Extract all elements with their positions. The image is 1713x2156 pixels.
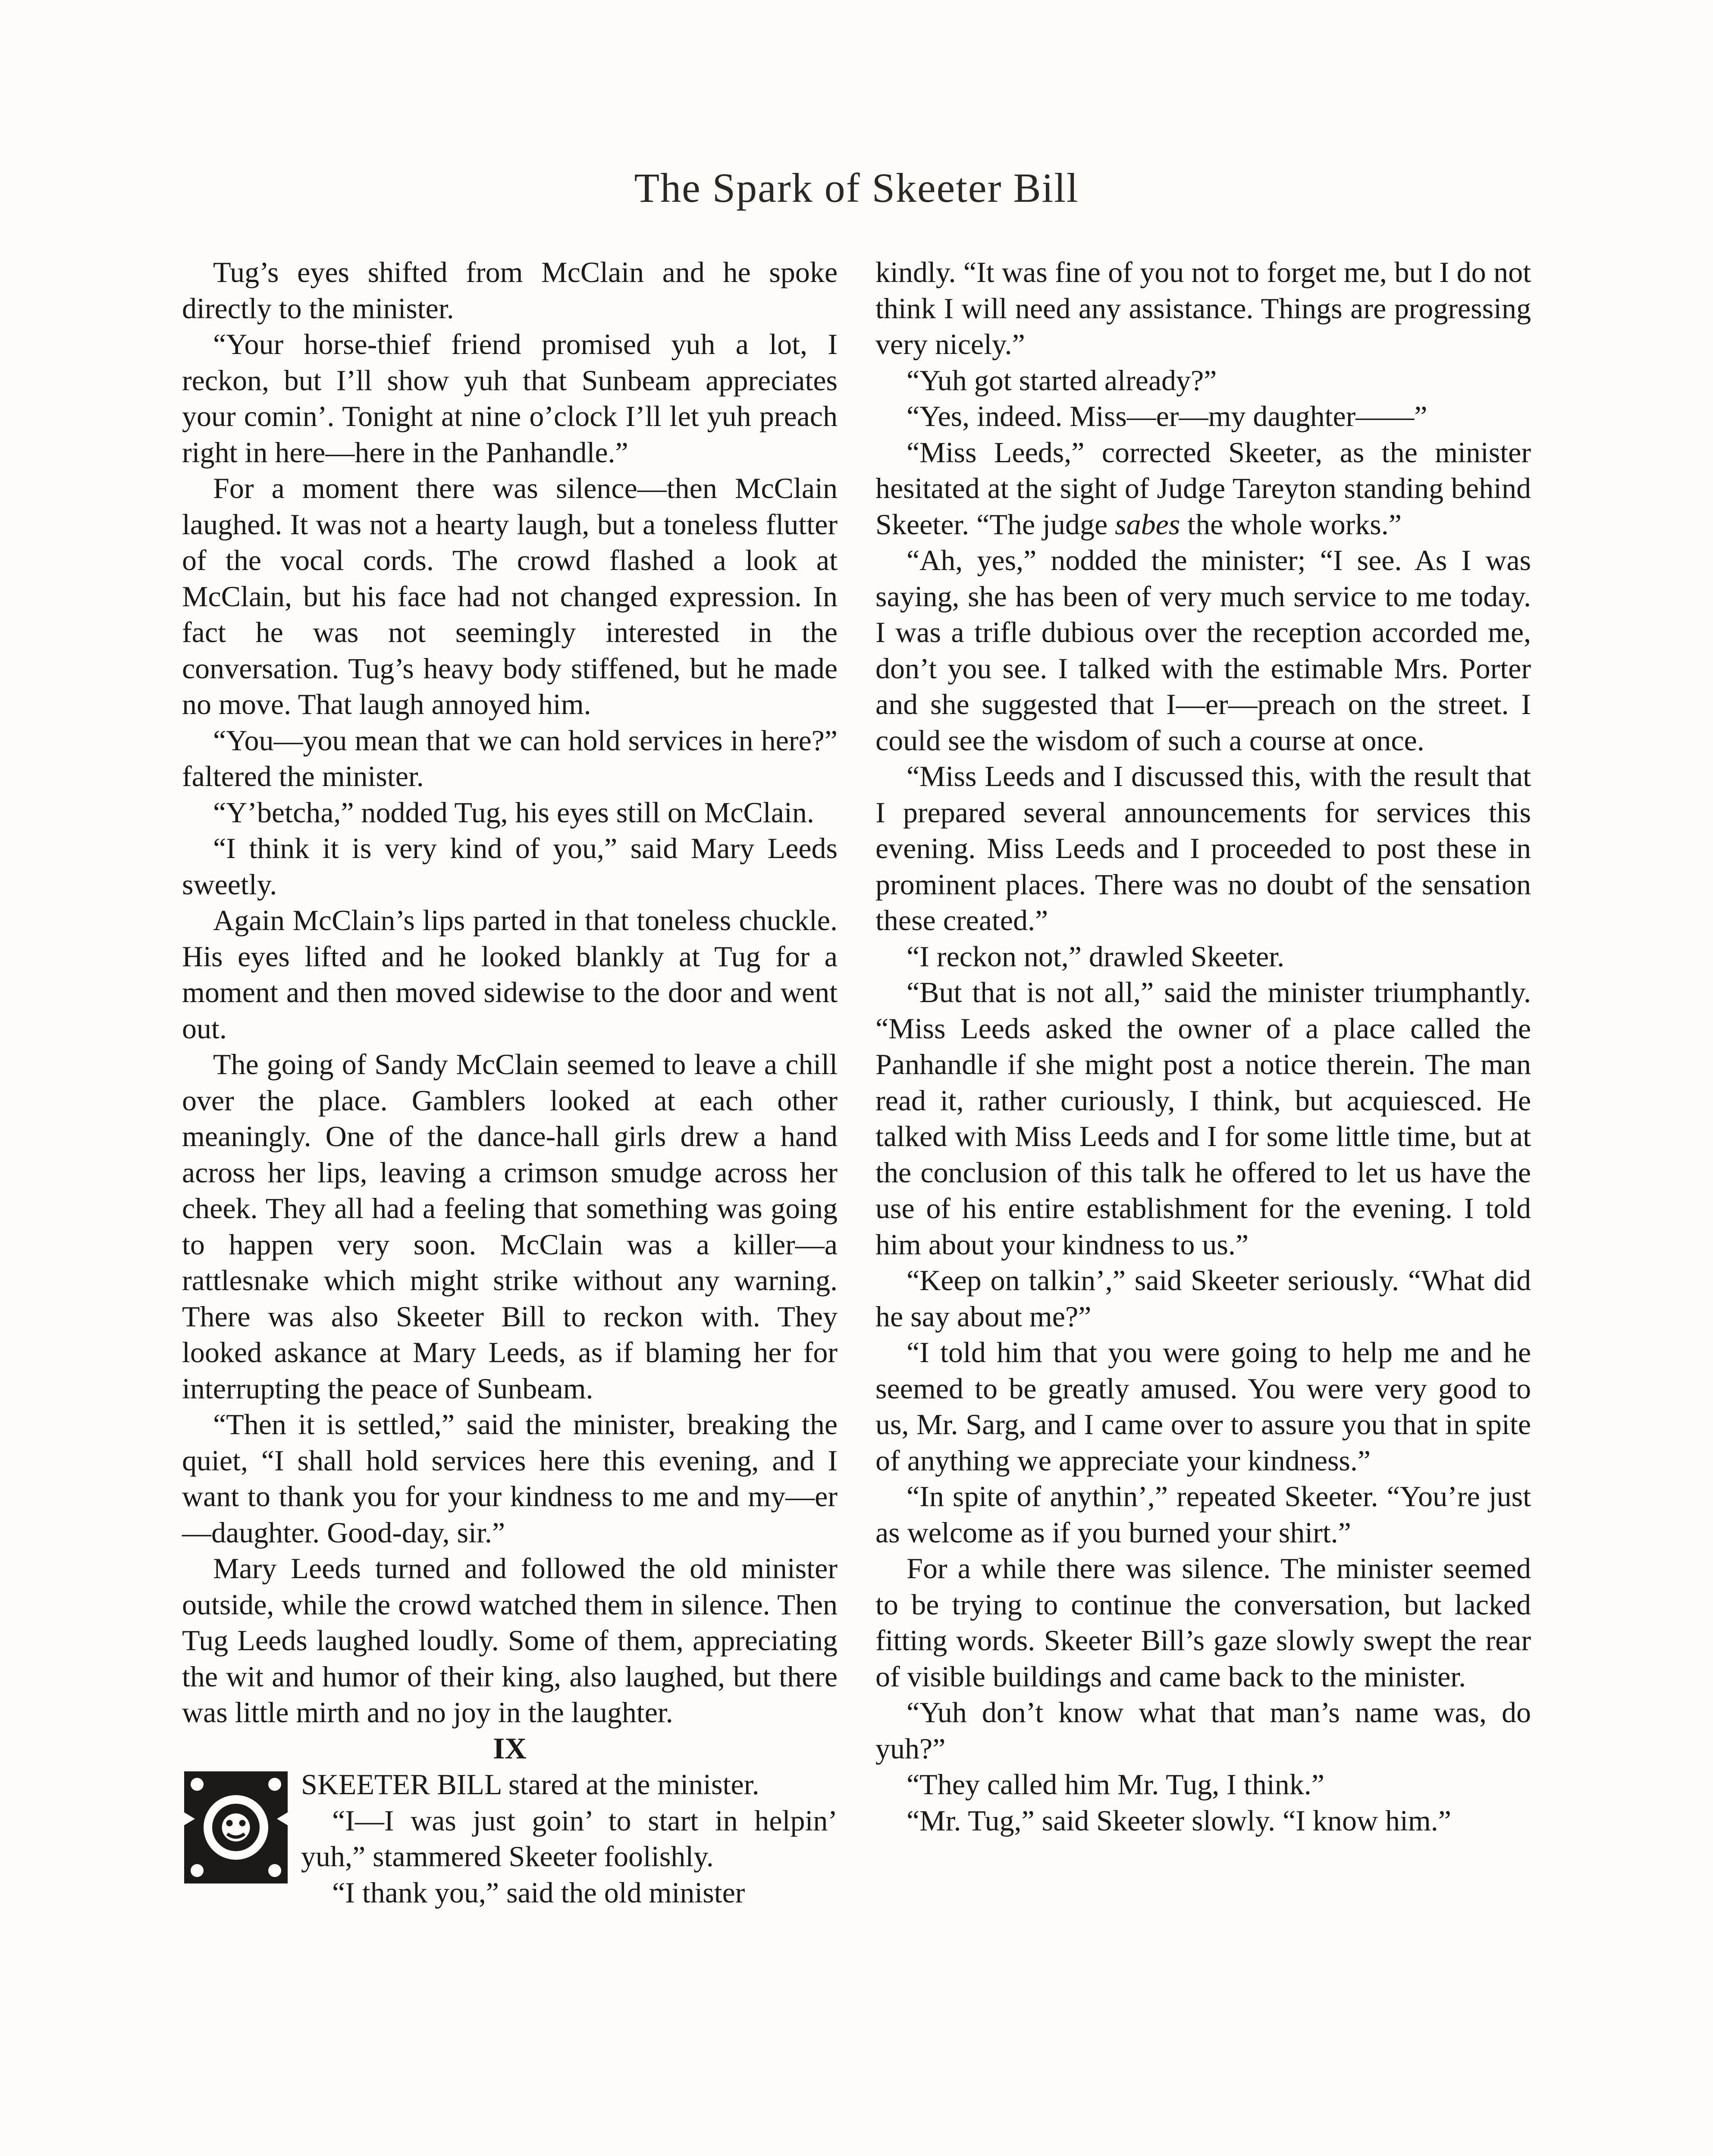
paragraph: “Ah, yes,” nodded the minister; “I see. As I was saying, she has been of very much service to me today. I was a trifle dubious over the reception accorded me, don’t you see. I talked with the estimable Mrs. Porter and she suggested that I—er—preach on the street. I could see the wisdom of such a course at once. (875, 544, 1531, 757)
paragraph: “I think it is very kind of you,” said Mary Leeds sweetly. (182, 832, 838, 901)
paragraph: Tug’s eyes shifted from McClain and he spoke directly to the minister. (182, 256, 838, 325)
paragraph: “In spite of anythin’,” repeated Skeeter. “You’re just as welcome as if you burned your shirt.” (875, 1480, 1531, 1549)
paragraph: kindly. “It was fine of you not to forget me, but I do not think I will need any assistance. Things are progressing very nicely.” (875, 256, 1531, 360)
paragraph: Again McClain’s lips parted in that toneless chuckle. His eyes lifted and he looked blankly at Tug for a moment and then moved sidewise to the door and went out. (182, 904, 838, 1045)
paragraph: “But that is not all,” said the minister triumphantly. “Miss Leeds asked the owner of a place called the Panhandle if she might post a notice therein. The man read it, rather curiously, I think, but acquiesced. He talked with Miss Leeds and I for some little time, but at the conclusion of this talk he offered to let us have the use of his entire establishment for the evening. I told him about your kindness to us.” (875, 976, 1531, 1261)
paragraph: For a moment there was silence—then McClain laughed. It was not a hearty laugh, but a toneless flutter of the vocal cords. The crowd flashed a look at McClain, but his face had not changed expression. In fact he was not seemingly interested in the conversation. Tug’s heavy body stiffened, but he made no move. That laugh annoyed him. (182, 472, 838, 721)
paragraph: “Yes, indeed. Miss—er—my daughter——” (907, 400, 1428, 432)
dropcap-paragraph (182, 1767, 838, 1803)
paragraph: “I thank you,” said the old minister (332, 1876, 745, 1909)
section-number: IX (493, 1732, 527, 1765)
paragraph: “Miss Leeds and I discussed this, with the result that I prepared several announcements for services this evening. Miss Leeds and I proceeded to post these in prominent places. There was no doubt of the sensation these created.” (875, 760, 1531, 937)
running-head: The Spark of Skeeter Bill (634, 165, 1079, 211)
paragraph: Mary Leeds turned and followed the old minister outside, while the crowd watched them in silence. Then Tug Leeds laughed loudly. Some of them, appreciating the wit and humor of their king, also laughed, but there was little mirth and no joy in the laughter. (182, 1552, 838, 1729)
paragraph: “Yuh don’t know what that man’s name was, do yuh?” (875, 1696, 1531, 1765)
paragraph-text: “Miss Leeds,” corrected Skeeter, as the minister hesitated at the sight of Judge Tareyton standing behind Skeeter. “The judge (875, 436, 1531, 541)
paragraph (875, 435, 1531, 543)
paragraph: “Y’betcha,” nodded Tug, his eyes still on McClain. (213, 796, 814, 829)
dropcap-text: SKEETER BILL stared at the minister. (301, 1768, 759, 1801)
paragraph: “Yuh got started already?” (907, 364, 1217, 397)
paragraph: “Then it is settled,” said the minister, breaking the quiet, “I shall hold services here this evening, and I want to thank you for your kindness to me and my—er—daughter. Good-day, sir.” (182, 1408, 838, 1549)
paragraph: “I reckon not,” drawled Skeeter. (907, 940, 1285, 973)
paragraph: “You—you mean that we can hold services in here?” faltered the minister. (182, 724, 838, 793)
italic-word: sabes (1115, 508, 1180, 541)
left-column (182, 254, 838, 1911)
paragraph: “They called him Mr. Tug, I think.” (907, 1768, 1324, 1801)
paragraph: “I—I was just goin’ to start in helpin’ yuh,” stammered Skeeter foolishly. (301, 1804, 838, 1873)
paragraph: “Keep on talkin’,” said Skeeter seriously. “What did he say about me?” (875, 1264, 1531, 1333)
paragraph: “Your horse-thief friend promised yuh a lot, I reckon, but I’ll show yuh that Sunbeam appreciates your comin’. Tonight at nine o’clock I’ll let yuh preach right in here—here in the Panhandle.” (182, 328, 838, 469)
paragraph: “Mr. Tug,” said Skeeter slowly. “I know him.” (907, 1804, 1451, 1837)
ornamental-initial-icon (182, 1769, 290, 1886)
paragraph: “I told him that you were going to help me and he seemed to be greatly amused. You were very good to us, Mr. Sarg, and I came over to assure you that in spite of anything we appreciate your kindness.” (875, 1336, 1531, 1477)
paragraph: The going of Sandy McClain seemed to leave a chill over the place. Gamblers looked at each other meaningly. One of the dance-hall girls drew a hand across her lips, leaving a crimson smudge across her cheek. They all had a feeling that something was going to happen very soon. McClain was a killer—a rattlesnake which might strike without any warning. There was also Skeeter Bill to reckon with. They looked askance at Mary Leeds, as if blaming her for interrupting the peace of Sunbeam. (182, 1048, 838, 1405)
paragraph-tail: the whole works.” (1180, 508, 1402, 541)
right-column (875, 254, 1531, 1839)
paragraph: For a while there was silence. The minister seemed to be trying to continue the conversation, but lacked fitting words. Skeeter Bill’s gaze slowly swept the rear of visible buildings and came back to the minister. (875, 1552, 1531, 1693)
